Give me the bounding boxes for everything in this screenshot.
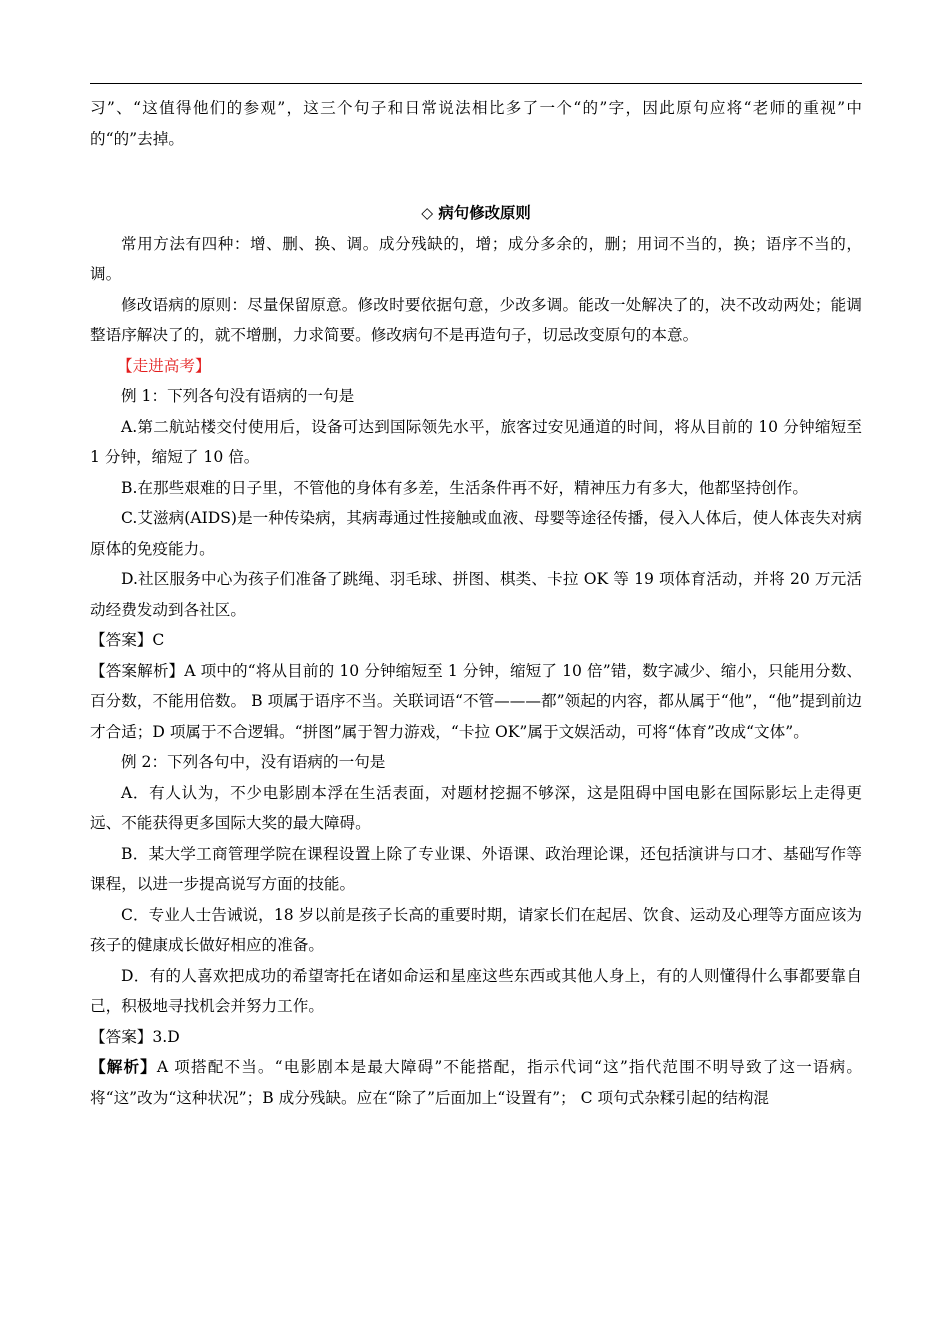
example2-option-a: A．有人认为，不少电影剧本浮在生活表面，对题材挖掘不够深，这是阻碍中国电影在国际影坛上走得更远、不能获得更多国际大奖的最大障碍。: [90, 783, 862, 832]
document-body: [90, 93, 862, 1113]
methods-paragraph: 常用方法有四种：增、删、换、调。成分残缺的，增；成分多余的，删；用词不当的，换；语序不当的，调。: [90, 234, 862, 283]
gaokao-label: 【走进高考】: [117, 356, 211, 375]
example2-option-c: C．专业人士告诫说，18 岁以前是孩子长高的重要时期，请家长们在起居、饮食、运动及心理等方面应该为孩子的健康成长做好相应的准备。: [90, 905, 862, 954]
example2-analysis-text: A 项搭配不当。“电影剧本是最大障碍”不能搭配，指示代词“这”指代范围不明导致了这一语病。将“这”改为“这种状况”；B 成分残缺。应在“除了”后面加上“设置有”； C 项句式杂糅引起的结构混: [90, 1058, 862, 1107]
example1-analysis-label: 【答案解析】: [90, 661, 185, 680]
example1-analysis-text: A 项中的“将从目前的 10 分钟缩短至 1 分钟，缩短了 10 倍”错，数字减少、缩小，只能用分数、百分数，不能用倍数。 B 项属于语序不当。关联词语“不管———都”领起的内容，都从属于“他”，“他”提到前边才合适；D 项属于不合逻辑。“拼图”属于智力游戏，“卡拉 OK”属于文娱活动，可将“体育”改成“文体”。: [90, 661, 862, 741]
example2-question: 例 2：下列各句中，没有语病的一句是: [121, 753, 386, 771]
example2-option-b: B．某大学工商管理学院在课程设置上除了专业课、外语课、政治理论课，还包括演讲与口才、基础写作等课程，以进一步提高说写方面的技能。: [90, 844, 862, 893]
example2-answer: 【答案】3.D: [90, 1027, 180, 1046]
section-heading: ◇ 病句修改原则: [421, 204, 531, 222]
principle-paragraph: 修改语病的原则：尽量保留原意。修改时要依据句意，少改多调。能改一处解决了的，决不改动两处；能调整语序解决了的，就不增删，力求简要。修改病句不是再造句子，切忌改变原句的本意。: [90, 295, 862, 344]
example2-option-d: D．有的人喜欢把成功的希望寄托在诸如命运和星座这些东西或其他人身上，有的人则懂得什么事都要靠自己，积极地寻找机会并努力工作。: [90, 966, 862, 1015]
header-rule: [90, 83, 862, 84]
example2-analysis-label: 【解析】: [90, 1057, 157, 1076]
example1-answer: 【答案】C: [90, 631, 165, 649]
example2-analysis: [90, 1052, 862, 1113]
example1-question: 例 1：下列各句没有语病的一句是: [121, 387, 355, 405]
example1-option-a: A.第二航站楼交付使用后，设备可达到国际领先水平，旅客过安见通道的时间，将从目前的 10 分钟缩短至 1 分钟，缩短了 10 倍。: [90, 417, 862, 466]
example1-option-d: D.社区服务中心为孩子们准备了跳绳、羽毛球、拼图、棋类、卡拉 OK 等 19 项体育活动，并将 20 万元活动经费发动到各社区。: [90, 570, 862, 619]
intro-continued-paragraph: 习”、“这值得他们的参观”，这三个句子和日常说法相比多了一个“的”字，因此原句应将“老师的重视”中的“的”去掉。: [90, 99, 862, 148]
example1-analysis: [90, 656, 862, 748]
example1-option-b: B.在那些艰难的日子里，不管他的身体有多差，生活条件再不好，精神压力有多大，他都坚持创作。: [121, 478, 808, 497]
example1-option-c: C.艾滋病(AIDS)是一种传染病，其病毒通过性接触或血液、母婴等途径传播，侵入人体后，使人体丧失对病原体的免疫能力。: [90, 509, 862, 558]
